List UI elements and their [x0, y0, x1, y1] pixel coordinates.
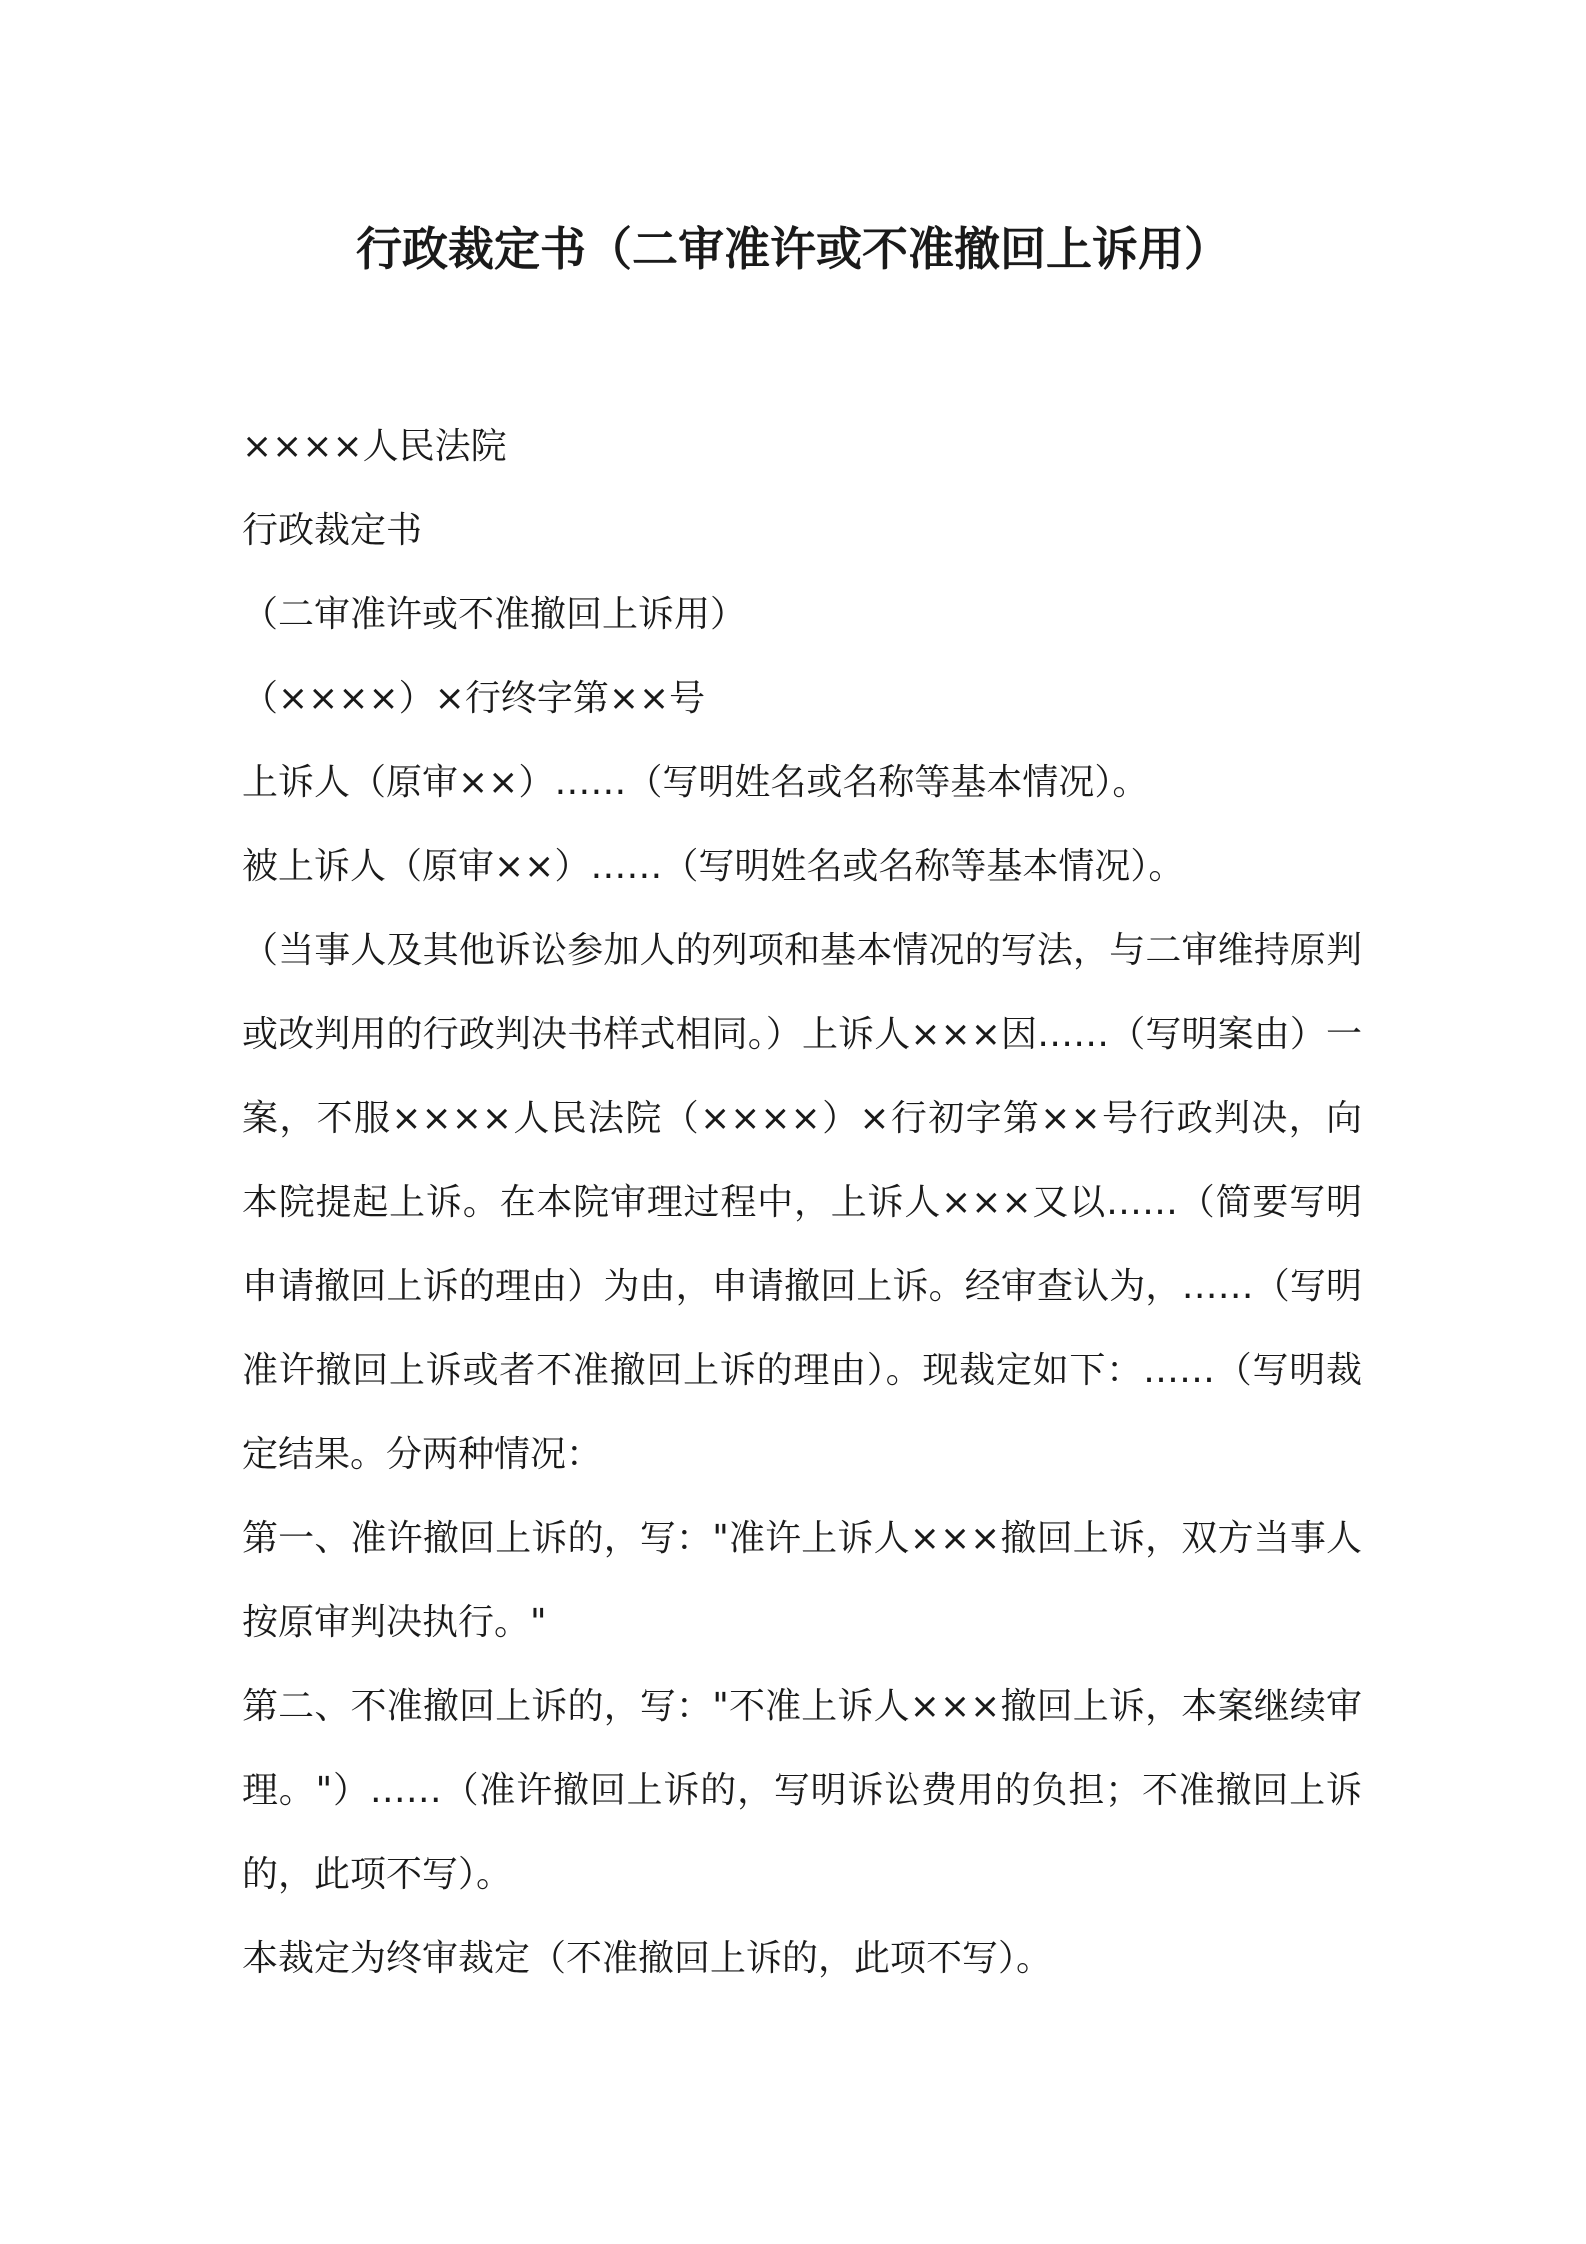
option-one-paragraph: 第一、准许撤回上诉的，写："准许上诉人×××撤回上诉，双方当事人按原审判决执行。" [242, 1518, 1362, 1643]
document-subtitle: （二审准许或不准撤回上诉用） [242, 594, 747, 635]
court-name: ××××人民法院 [242, 426, 507, 467]
appellant-line: 上诉人（原审××）……（写明姓名或名称等基本情况）。 [242, 762, 1149, 803]
document-type: 行政裁定书 [242, 510, 423, 551]
option-two-paragraph: 第二、不准撤回上诉的，写："不准上诉人×××撤回上诉，本案继续审理。"）……（准许撤回上诉的，写明诉讼费用的负担；不准撤回上诉的，此项不写）。 [242, 1686, 1362, 1895]
final-ruling-line: 本裁定为终审裁定（不准撤回上诉的，此项不写）。 [242, 1938, 1053, 1979]
case-number: （××××）×行终字第××号 [242, 678, 706, 719]
document-title: 行政裁定书（二审准许或不准撤回上诉用） [356, 222, 1230, 276]
appellee-line: 被上诉人（原审××）……（写明姓名或名称等基本情况）。 [242, 846, 1185, 887]
case-body-paragraph: （当事人及其他诉讼参加人的列项和基本情况的写法，与二审维持原判或改判用的行政判决书样式相同。）上诉人×××因……（写明案由）一案，不服××××人民法院（××××）×行初字第××号行政判决，向本院提起上诉。在本院审理过程中，上诉人×××又以……（简要写明申请撤回上诉的理由）为由，申请撤回上诉。经审查认为，……（写明准许撤回上诉或者不准撤回上诉的理由）。现裁定如下：……（写明裁定结果。分两种情况： [242, 930, 1362, 1475]
document-body [242, 405, 1362, 2001]
